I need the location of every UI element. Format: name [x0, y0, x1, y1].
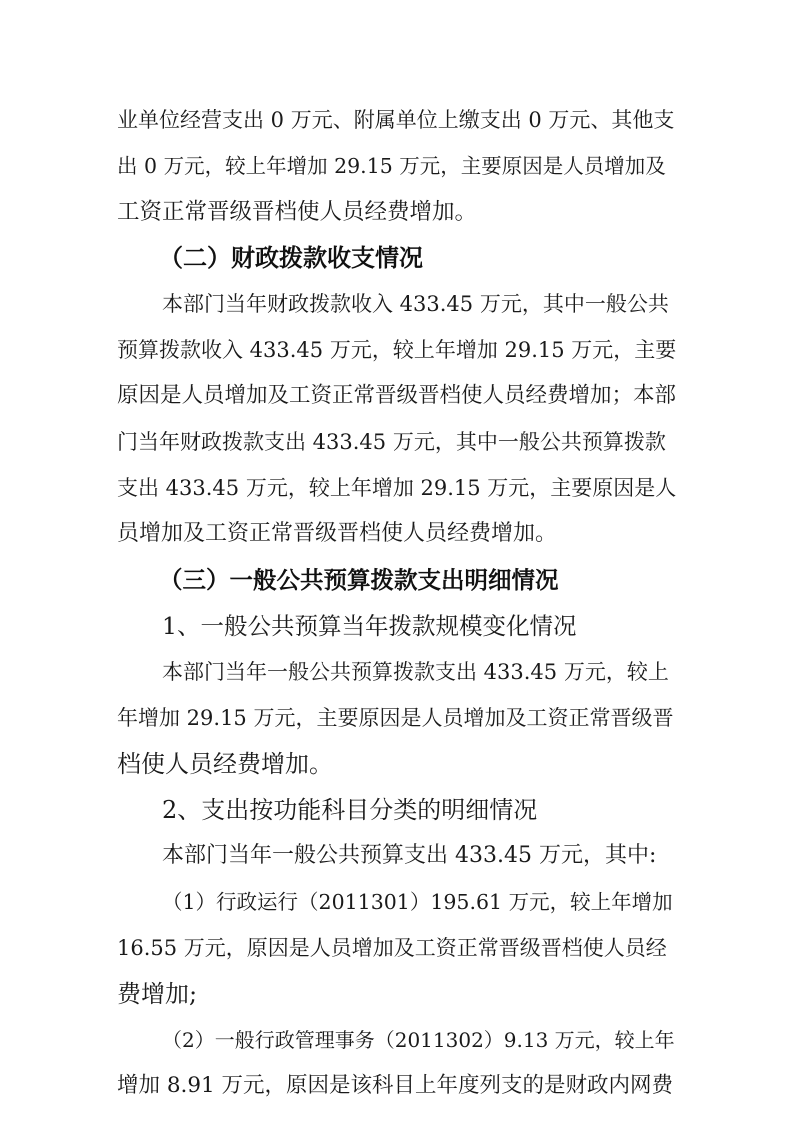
- body-text-line: 本部门当年财政拨款收入 433.45 万元，其中一般公共: [162, 292, 669, 316]
- body-text-line: 档使人员经费增加。: [117, 750, 333, 778]
- body-text-line: 业单位经营支出 0 万元、附属单位上缴支出 0 万元、其他支: [117, 108, 675, 132]
- subsection-heading: 2、支出按功能科目分类的明细情况: [162, 796, 538, 824]
- body-text-line: 本部门当年一般公共预算支出 433.45 万元，其中:: [162, 843, 657, 868]
- body-text-line: 16.55 万元，原因是人员增加及工资正常晋级晋档使人员经: [117, 936, 667, 960]
- body-text-line: （2）一般行政管理事务（2011302）9.13 万元，较上年: [162, 1028, 675, 1052]
- body-text-line: 原因是人员增加及工资正常晋级晋档使人员经费增加；本部: [117, 383, 677, 408]
- body-text-line: 费增加;: [117, 980, 198, 1008]
- section-heading-general-budget-detail: （三）一般公共预算拨款支出明细情况: [159, 566, 559, 594]
- body-text-line: （1）行政运行（2011301）195.61 万元，较上年增加: [162, 890, 673, 914]
- section-heading-financial-allocation: （二）财政拨款收支情况: [159, 244, 423, 272]
- body-text-line: 支出 433.45 万元，较上年增加 29.15 万元，主要原因是人: [117, 476, 677, 500]
- body-text-line: 增加 8.91 万元，原因是该科目上年度列支的是财政内网费: [117, 1073, 674, 1098]
- body-text-line: 出 0 万元，较上年增加 29.15 万元，主要原因是人员增加及: [117, 154, 666, 178]
- body-text-line: 本部门当年一般公共预算拨款支出 433.45 万元，较上: [162, 660, 669, 684]
- body-text-line: 年增加 29.15 万元，主要原因是人员增加及工资正常晋级晋: [117, 706, 674, 730]
- body-text-line: 工资正常晋级晋档使人员经费增加。: [117, 199, 478, 225]
- body-text-line: 门当年财政拨款支出 433.45 万元，其中一般公共预算拨款: [117, 430, 666, 454]
- subsection-heading: 1、一般公共预算当年拨款规模变化情况: [162, 612, 577, 640]
- body-text-line: 员增加及工资正常晋级晋档使人员经费增加。: [117, 521, 558, 546]
- body-text-line: 预算拨款收入 433.45 万元，较上年增加 29.15 万元，主要: [117, 338, 677, 362]
